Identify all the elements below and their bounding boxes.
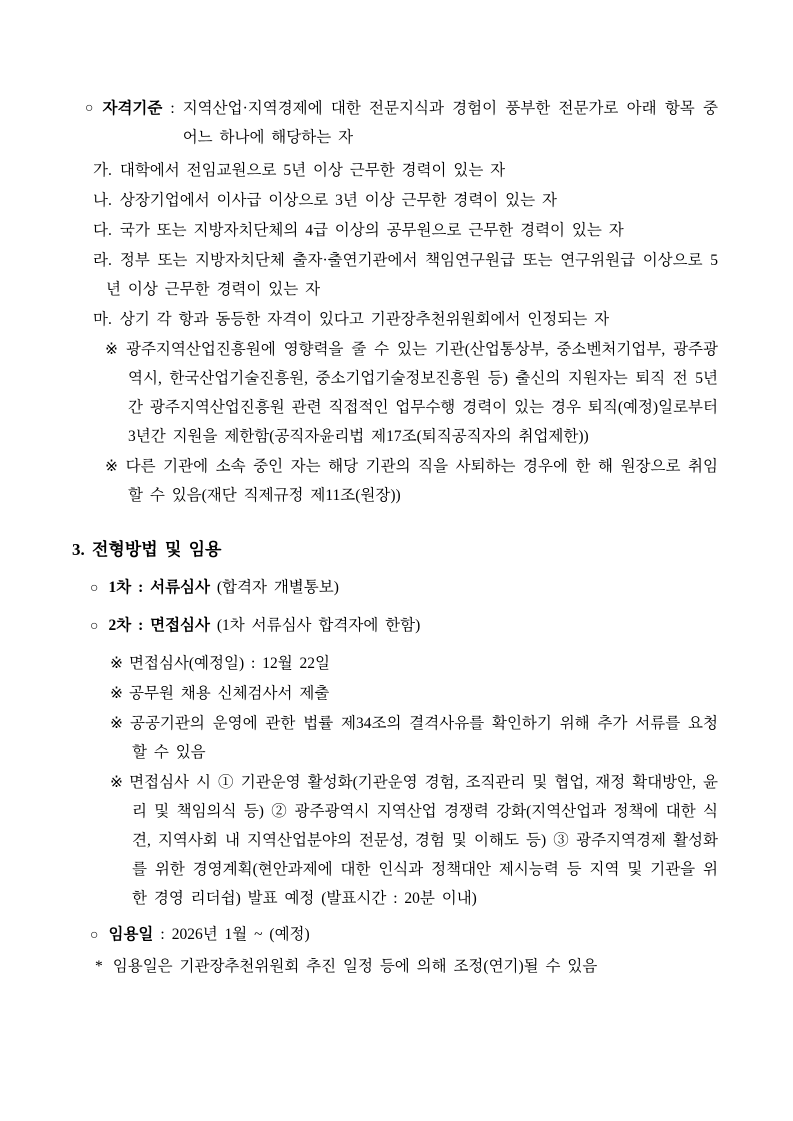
selection-note-presentation: [110, 768, 718, 913]
circle-bullet: ○: [90, 581, 99, 596]
criterion-marker: 다.: [93, 222, 112, 239]
criterion-marker: 라.: [93, 252, 112, 269]
selection-note-medical: [110, 679, 718, 708]
criterion-item-ga: [93, 156, 718, 185]
criterion-item-na: [93, 186, 718, 215]
selection-note-documents: [110, 709, 718, 767]
circle-bullet: ○: [90, 928, 99, 943]
note-text: 광주지역산업진흥원에 영향력을 줄 수 있는 기관(산업통상부, 중소벤처기업부, 광주광역시, 한국산업기술진흥원, 중소기업기술정보진흥원 등) 출신의 지원자는 퇴직 전 5년간 광주지역산업진흥원 관련 직접적인 업무수행 경력이 있는 경우 퇴직(예정)일로부터 3년간 지원을 제한함(공직자윤리법 제17조(퇴직공직자의 취업제한)): [125, 341, 718, 445]
criterion-text: 정부 또는 지방자치단체 출자·출연기관에서 책임연구원급 또는 연구위원급 이상으로 5년 이상 근무한 경력이 있는 자: [106, 252, 718, 298]
criterion-text: 국가 또는 지방자치단체의 4급 이상의 공무원으로 근무한 경력이 있는 자: [119, 222, 624, 239]
appointment-detail: 2026년 1월 ~ (예정): [171, 926, 310, 943]
round1-detail: (합격자 개별통보): [216, 579, 339, 596]
criterion-item-ra: [93, 246, 718, 304]
reference-mark: ※: [110, 715, 124, 732]
note-text: 다른 기관에 소속 중인 자는 해당 기관의 직을 사퇴하는 경우에 한 해 원장으로 취임할 수 있음(재단 직제규정 제11조(원장)): [125, 458, 718, 504]
qualification-intro: [85, 94, 718, 152]
reference-mark: ※: [105, 341, 119, 358]
reference-mark: ※: [110, 685, 123, 702]
footnote-text: 임용일은 기관장추천위원회 추진 일정 등에 의해 조정(연기)될 수 있음: [112, 958, 598, 975]
criterion-marker: 마.: [93, 311, 112, 328]
note-text: 면접심사(예정일) : 12월 22일: [129, 655, 331, 672]
note-text: 공공기관의 운영에 관한 법률 제34조의 결격사유를 확인하기 위해 추가 서류를 요청할 수 있음: [129, 715, 718, 761]
asterisk-mark: *: [95, 958, 103, 975]
criterion-text: 상장기업에서 이사급 이상으로 3년 이상 근무한 경력이 있는 자: [119, 192, 557, 209]
appointment-label: 임용일: [108, 926, 154, 943]
selection-note-interview-date: [110, 649, 718, 678]
round2-label: 2차 : 면접심사: [108, 617, 210, 634]
appointment-row: [90, 920, 718, 950]
round2-row: [90, 611, 718, 641]
criterion-text: 대학에서 전임교원으로 5년 이상 근무한 경력이 있는 자: [119, 162, 506, 179]
round1-row: [90, 573, 718, 603]
qualification-label: 자격기준: [102, 100, 163, 117]
qualification-colon: :: [170, 100, 175, 117]
criterion-item-ma: [93, 305, 718, 334]
note-text: 공무원 채용 신체검사서 제출: [129, 685, 330, 702]
round2-detail: (1차 서류심사 합격자에 한함): [216, 617, 421, 634]
reference-mark: ※: [105, 458, 119, 475]
circle-bullet: ○: [85, 101, 94, 116]
criterion-text: 상기 각 항과 동등한 자격이 있다고 기관장추천위원회에서 인정되는 자: [119, 311, 610, 328]
criterion-marker: 나.: [93, 192, 112, 209]
reference-mark: ※: [110, 655, 123, 672]
note-text: 면접심사 시 ① 기관운영 활성화(기관운영 경험, 조직관리 및 협업, 재정 확대방안, 윤리 및 책임의식 등) ② 광주광역시 지역산업 경쟁력 강화(지역산업과 정책에 대한 식견, 지역사회 내 지역산업분야의 전문성, 경험 및 이해도 등) ③ 광주지역경제 활성화를 위한 경영계획(현안과제에 대한 인식과 정책대안 제시능력 등 지역 및 기관을 위한 경영 리더쉽) 발표 예정 (발표시간 : 20분 이내): [129, 774, 718, 907]
appointment-footnote: [95, 952, 718, 981]
qualification-note-resignation: [105, 452, 718, 510]
appointment-colon: :: [160, 926, 165, 943]
criterion-item-da: [93, 216, 718, 245]
qualification-description: 지역산업·지역경제에 대한 전문지식과 경험이 풍부한 전문가로 아래 항목 중 어느 하나에 해당하는 자: [182, 100, 718, 146]
round1-label: 1차 : 서류심사: [108, 579, 210, 596]
criterion-marker: 가.: [93, 162, 112, 179]
circle-bullet: ○: [90, 619, 99, 634]
qualification-note-restriction: [105, 335, 718, 451]
reference-mark: ※: [110, 774, 124, 791]
section-heading: 3. 전형방법 및 임용: [72, 540, 222, 559]
